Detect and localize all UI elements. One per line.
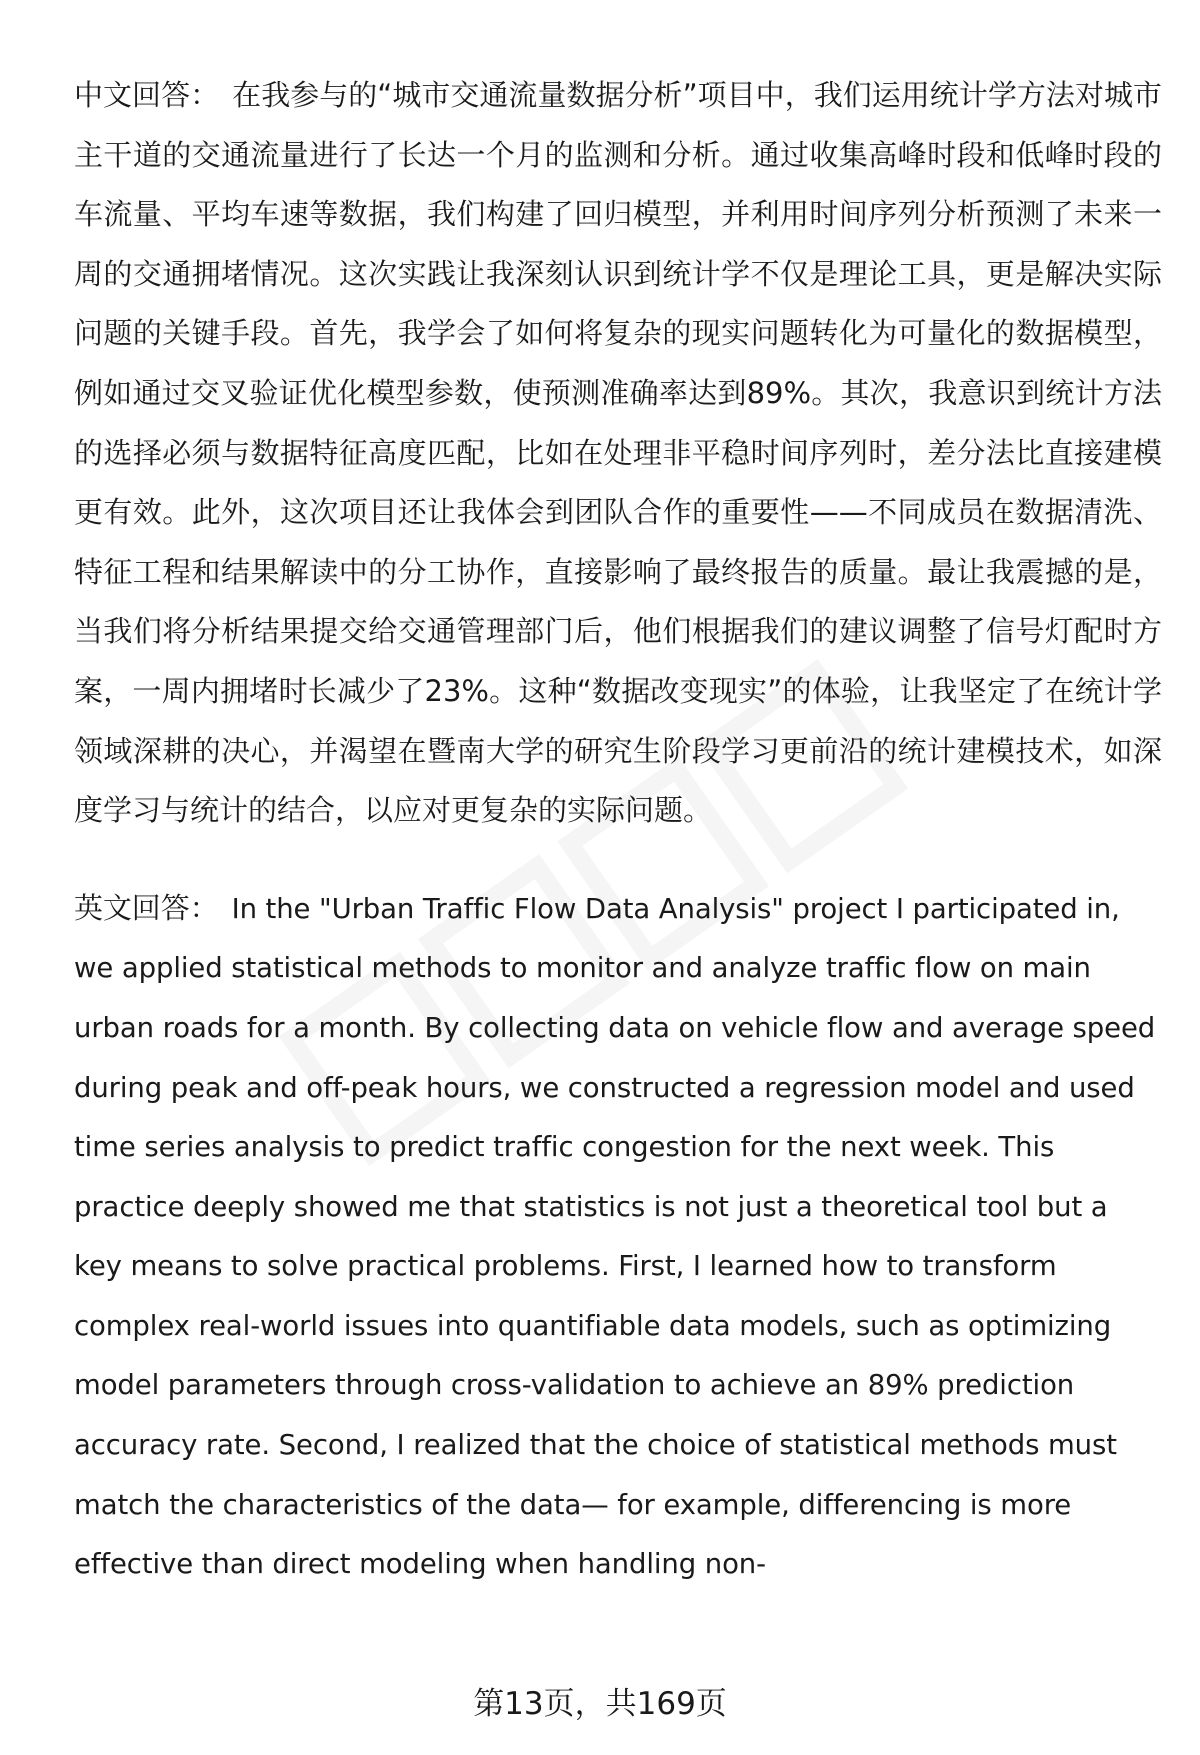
chinese-answer-label: 中文回答：: [74, 78, 220, 112]
english-answer-label: 英文回答：: [74, 890, 219, 925]
chinese-answer-paragraph: [74, 66, 1162, 841]
page-number-footer: 第13页，共169页: [473, 1686, 727, 1722]
english-answer-paragraph: [74, 879, 1162, 1595]
english-answer-text: In the "Urban Traffic Flow Data Analysis" project I participated in, we applied statistical methods to monitor and analyze traffic flow on main urban roads for a month. By collecting data on vehicle flow and average speed during peak and off-peak hours, we constructed a regression model and used time series analysis to predict traffic congestion for the next week. This practice deeply showed me that statistics is not just a theoretical tool but a key means to solve practical problems. First, I learned how to transform complex real-world issues into quantifiable data models, such as optimizing model parameters through cross-validation to achieve an 89% prediction accuracy rate. Second, I realized that the choice of statistical methods must match the characteristics of the data— for example, differencing is more effective than direct modeling when handling non-: [74, 892, 1156, 1581]
document-body: [74, 66, 1162, 1595]
chinese-answer-text: 在我参与的“城市交通流量数据分析”项目中，我们运用统计学方法对城市主干道的交通流量进行了长达一个月的监测和分析。通过收集高峰时段和低峰时段的车流量、平均车速等数据，我们构建了回归模型，并利用时间序列分析预测了未来一周的交通拥堵情况。这次实践让我深刻认识到统计学不仅是理论工具，更是解决实际问题的关键手段。首先，我学会了如何将复杂的现实问题转化为可量化的数据模型，例如通过交叉验证优化模型参数，使预测准确率达到89%。其次，我意识到统计方法的选择必须与数据特征高度匹配，比如在处理非平稳时间序列时，差分法比直接建模更有效。此外，这次项目还让我体会到团队合作的重要性——不同成员在数据清洗、特征工程和结果解读中的分工协作，直接影响了最终报告的质量。最让我震撼的是，当我们将分析结果提交给交通管理部门后，他们根据我们的建议调整了信号灯配时方案，一周内拥堵时长减少了23%。这种“数据改变现实”的体验，让我坚定了在统计学领域深耕的决心，并渴望在暨南大学的研究生阶段学习更前沿的统计建模技术，如深度学习与统计的结合，以应对更复杂的实际问题。: [74, 78, 1162, 828]
paragraph-spacer: [74, 841, 1162, 879]
